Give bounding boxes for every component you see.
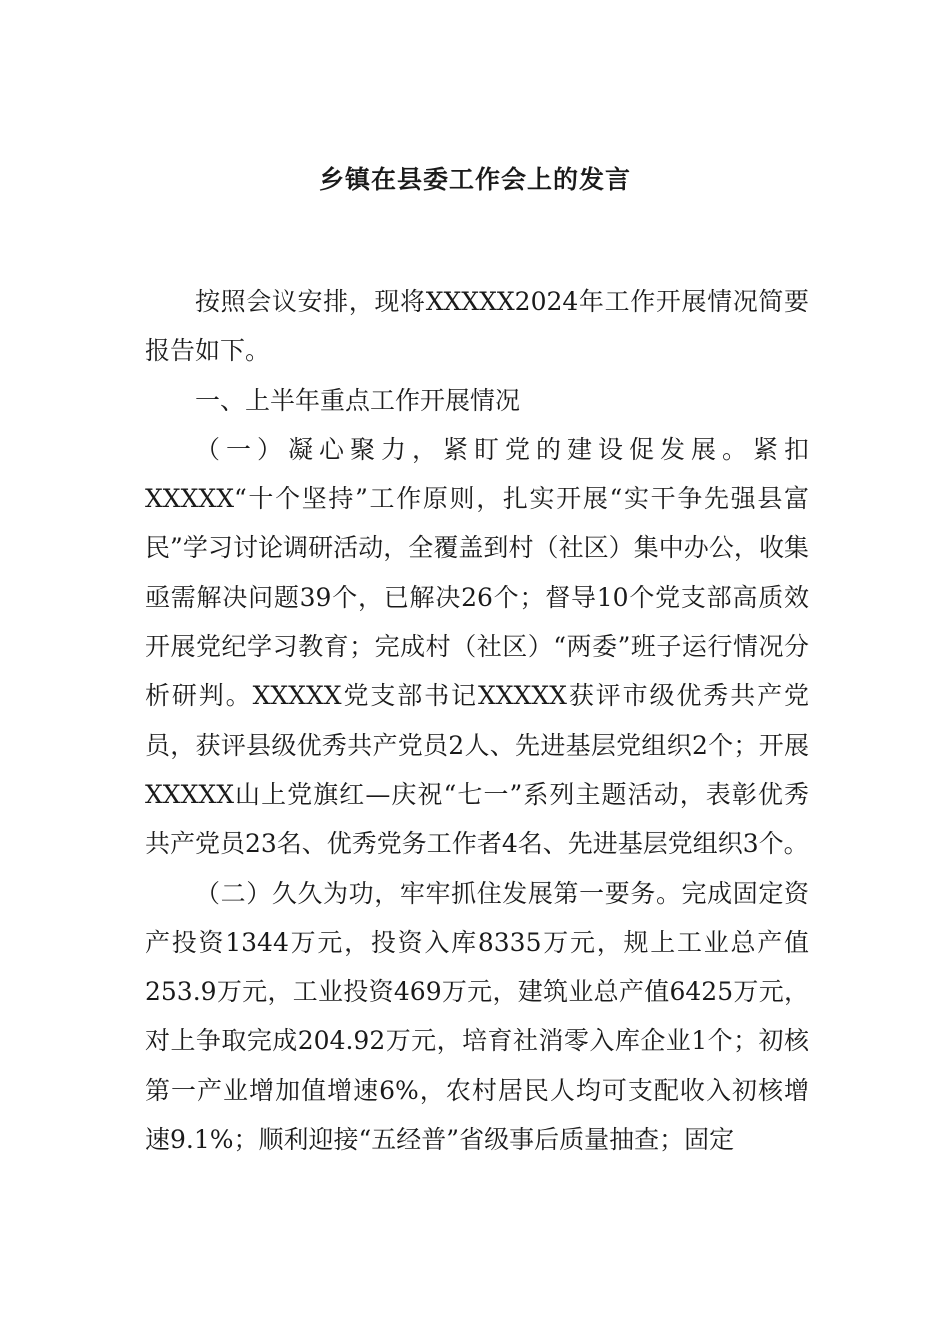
- section-heading: 一、上半年重点工作开展情况: [195, 385, 521, 415]
- intro-paragraph: 按照会议安排，现将XXXXX2024年工作开展情况简要报告如下。: [145, 287, 809, 366]
- document-body: [145, 277, 809, 1164]
- economic-development-paragraph: （二）久久为功，牢牢抓住发展第一要务。完成固定资产投资1344万元，投资入库8335万元，规上工业总产值253.9万元，工业投资469万元，建筑业总产值6425万元，对上争取完成204.92万元，培育社消零入库企业1个；初核第一产业增加值增速6%，农村居民人均可支配收入初核增速9.1%；顺利迎接“五经普”省级事后质量抽查；固定: [145, 878, 809, 1155]
- document-title: 乡镇在县委工作会上的发言: [318, 165, 631, 194]
- party-building-paragraph: （一）凝心聚力，紧盯党的建设促发展。紧扣XXXXX“十个坚持”工作原则，扎实开展“实干争先强县富民”学习讨论调研活动，全覆盖到村（社区）集中办公，收集亟需解决问题39个，已解决26个；督导10个党支部高质效开展党纪学习教育；完成村（社区）“两委”班子运行情况分析研判。XXXXX党支部书记XXXXX获评市级优秀共产党员，获评县级优秀共产党员2人、先进基层党组织2个；开展XXXXX山上党旗红—庆祝“七一”系列主题活动，表彰优秀共产党员23名、优秀党务工作者4名、先进基层党组织3个。: [145, 434, 809, 859]
